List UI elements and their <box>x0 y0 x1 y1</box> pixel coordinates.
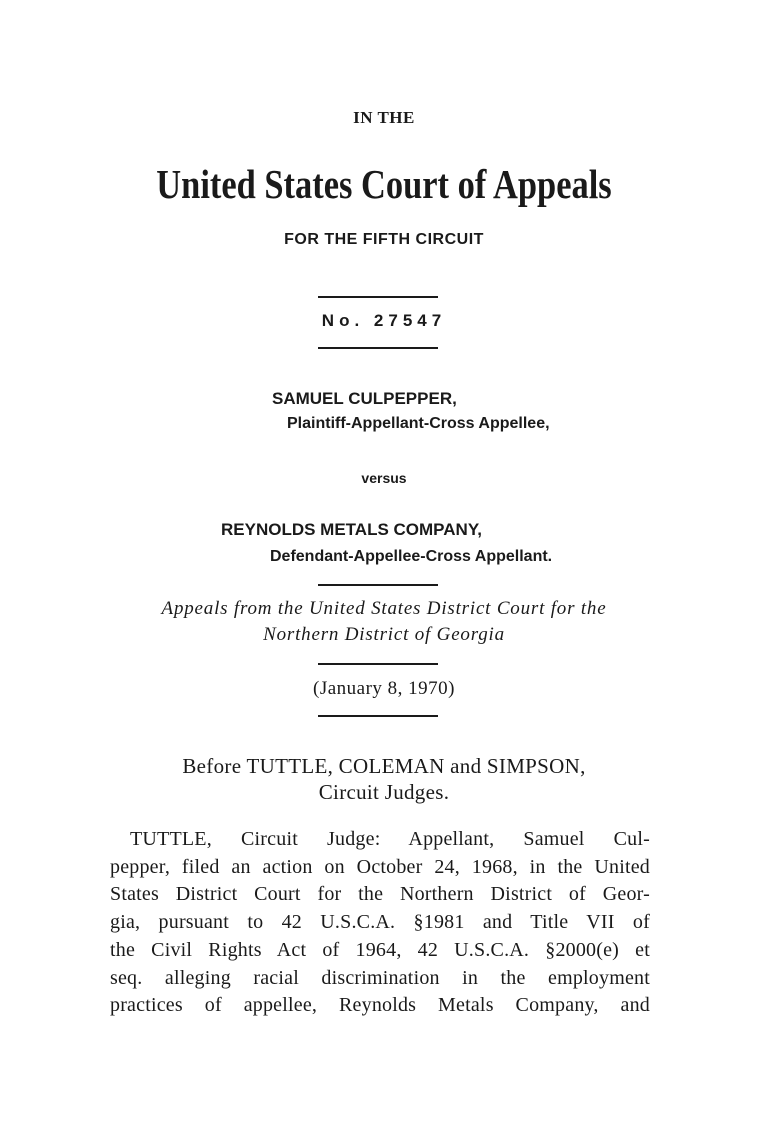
appeal-line-2: Northern District of Georgia <box>263 624 505 645</box>
divider-rule <box>318 584 438 586</box>
opinion-line: practices of appellee, Reynolds Metals Company, and <box>110 994 650 1017</box>
opinion-line: gia, pursuant to 42 U.S.C.A. §1981 and Title VII of <box>110 911 650 934</box>
divider-rule <box>318 347 438 349</box>
judges-line-1: Before TUTTLE, COLEMAN and SIMPSON, <box>182 754 586 778</box>
opinion-text <box>110 826 650 1020</box>
opinion-line: TUTTLE, Circuit Judge: Appellant, Samuel Cul- <box>130 828 650 850</box>
opinion-line: the Civil Rights Act of 1964, 42 U.S.C.A. §2000(e) et <box>110 938 650 961</box>
defendant-role: Defendant-Appellee-Cross Appellant. <box>270 548 553 565</box>
divider-rule <box>318 296 438 298</box>
header-in-the: IN THE <box>353 108 415 127</box>
opinion-line: pepper, filed an action on October 24, 1968, in the United <box>110 855 650 878</box>
opinion-line: seq. alleging racial discrimination in the employment <box>110 966 650 989</box>
versus-label: versus <box>361 470 407 486</box>
divider-rule <box>318 663 438 665</box>
docket-number: No. 27547 <box>321 311 447 330</box>
judges-line-2: Circuit Judges. <box>318 780 450 804</box>
opinion-line: States District Court for the Northern District of Geor- <box>110 883 650 906</box>
circuit-subtitle: FOR THE FIFTH CIRCUIT <box>284 231 484 248</box>
decision-date: (January 8, 1970) <box>313 678 455 699</box>
divider-rule <box>318 715 438 717</box>
court-name-title: United States Court of Appeals <box>156 161 612 207</box>
plaintiff-role: Plaintiff-Appellant-Cross Appellee, <box>287 415 550 432</box>
defendant-name: REYNOLDS METALS COMPANY, <box>221 520 482 539</box>
appeal-line-1: Appeals from the United States District Court for the <box>161 598 607 619</box>
plaintiff-name: SAMUEL CULPEPPER, <box>272 389 457 408</box>
